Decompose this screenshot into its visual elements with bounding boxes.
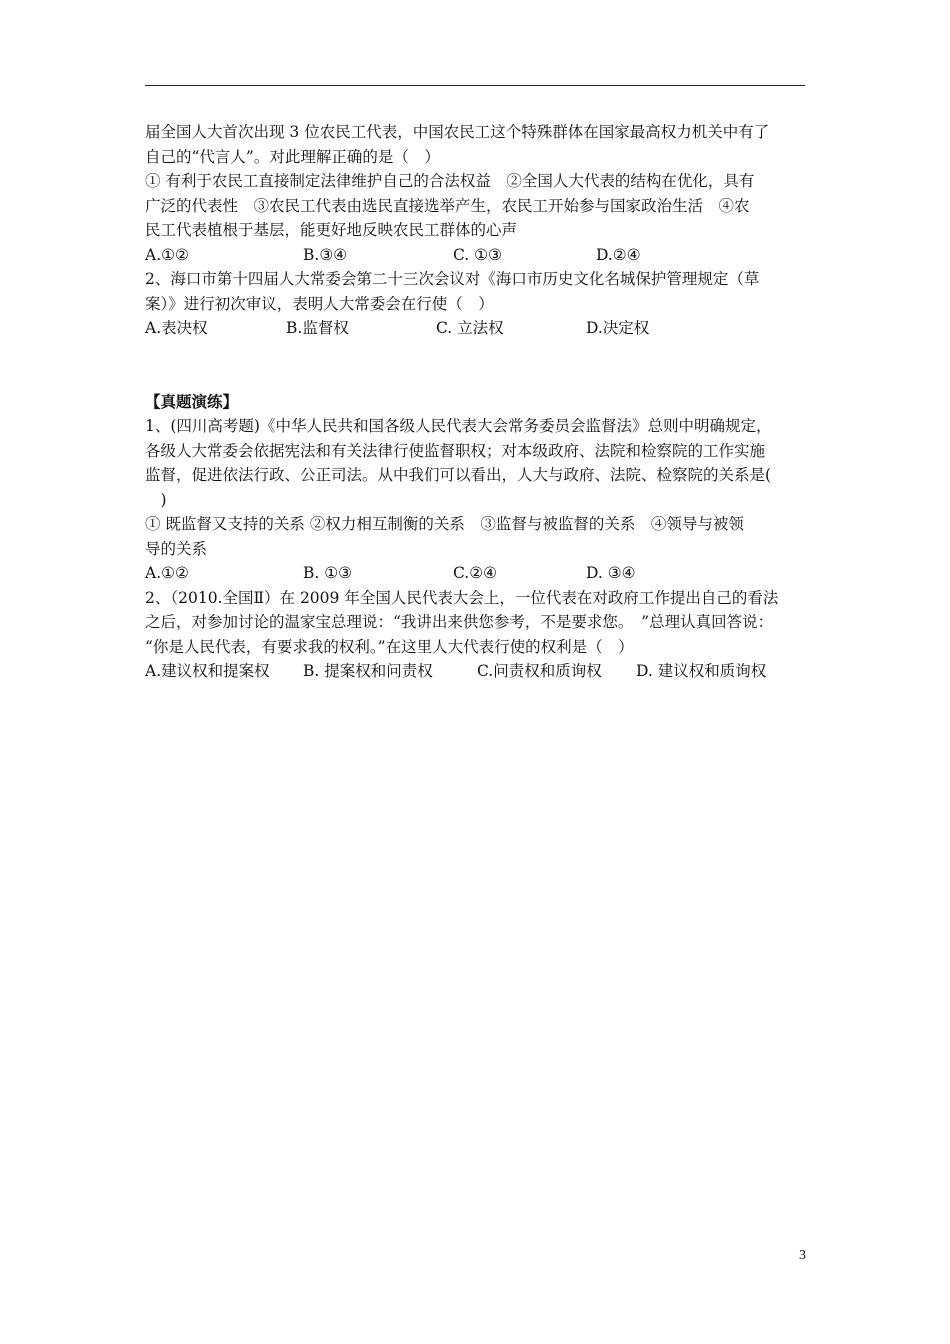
- question-text-line: 导的关系: [145, 539, 208, 558]
- option-d: D.决定权: [586, 319, 650, 337]
- question-text-line: 届全国人大首次出现 3 位农民工代表，中国农民工这个特殊群体在国家最高权力机关中有了: [145, 123, 770, 141]
- answer-options: [145, 561, 813, 586]
- option-a: A.建议权和提案权: [145, 662, 270, 680]
- question-text-line: 监督，促进依法行政、公正司法。从中我们可以看出，人大与政府、法院、检察院的关系是(: [145, 466, 772, 484]
- option-a: A.表决权: [145, 319, 208, 337]
- option-c: C.②④: [453, 564, 498, 582]
- question-text-line: 之后，对参加讨论的温家宝总理说：“我讲出来供您参考，不是要求您。 ”总理认真回答说：: [145, 613, 774, 631]
- option-c: C. 立法权: [436, 319, 504, 337]
- option-b: B.③④: [303, 245, 348, 264]
- question-text-line: ): [145, 490, 167, 509]
- exam-question-2: [145, 586, 813, 684]
- question-2: [145, 267, 813, 341]
- exam-question-1: [145, 414, 813, 586]
- answer-options: [145, 316, 813, 341]
- option-b: B.监督权: [286, 319, 349, 337]
- question-text-line: ① 既监督又支持的关系 ②权力相互制衡的关系 ③监督与被监督的关系 ④领导与被领: [145, 515, 744, 533]
- answer-options: [145, 243, 813, 268]
- option-d: D. 建议权和质询权: [636, 662, 767, 680]
- option-a: A.①②: [145, 564, 189, 582]
- question-text-line: 民工代表植根于基层，能更好地反映农民工群体的心声: [145, 221, 518, 239]
- page-number: 3: [799, 1248, 806, 1263]
- question-text-line: 1、(四川高考题)《中华人民共和国各级人民代表大会常务委员会监督法》总则中明确规定，: [145, 417, 772, 435]
- option-d: D. ③④: [586, 564, 636, 582]
- answer-options: [145, 659, 813, 684]
- question-text-line: 案）》进行初次审议，表明人大常委会在行使（ ）: [145, 294, 494, 313]
- header-rule: [145, 85, 805, 86]
- option-c: C. ①③: [453, 245, 502, 264]
- question-prev: [145, 120, 813, 267]
- option-b: B. ①③: [303, 564, 353, 582]
- question-text-line: ① 有利于农民工直接制定法律维护自己的合法权益 ②全国人大代表的结构在优化，具有: [145, 172, 755, 190]
- option-b: B. 提案权和问责权: [303, 662, 433, 680]
- question-text-line: 自己的“代言人”。对此理解正确的是（ ）: [145, 147, 440, 166]
- question-text-line: “你是人民代表，有要求我的权利。”在这里人大代表行使的权利是（ ）: [145, 637, 634, 656]
- question-text-line: 2、海口市第十四届人大常委会第二十三次会议对《海口市历史文化名城保护管理规定（草: [145, 270, 760, 288]
- question-text-line: 2、（2010.全国Ⅱ）在 2009 年全国人民代表大会上，一位代表在对政府工作提出自己的看法: [145, 588, 779, 607]
- option-d: D.②④: [596, 245, 641, 264]
- question-text-line: 广泛的代表性 ③农民工代表由选民直接选举产生，农民工开始参与国家政治生活 ④农: [145, 196, 750, 215]
- document-body: [145, 120, 813, 684]
- question-text-line: 各级人大常委会依据宪法和有关法律行使监督职权；对本级政府、法院和检察院的工作实施: [145, 441, 766, 460]
- section-title: 【真题演练】: [145, 391, 239, 411]
- option-c: C.问责权和质询权: [477, 662, 602, 680]
- option-a: A.①②: [145, 245, 189, 264]
